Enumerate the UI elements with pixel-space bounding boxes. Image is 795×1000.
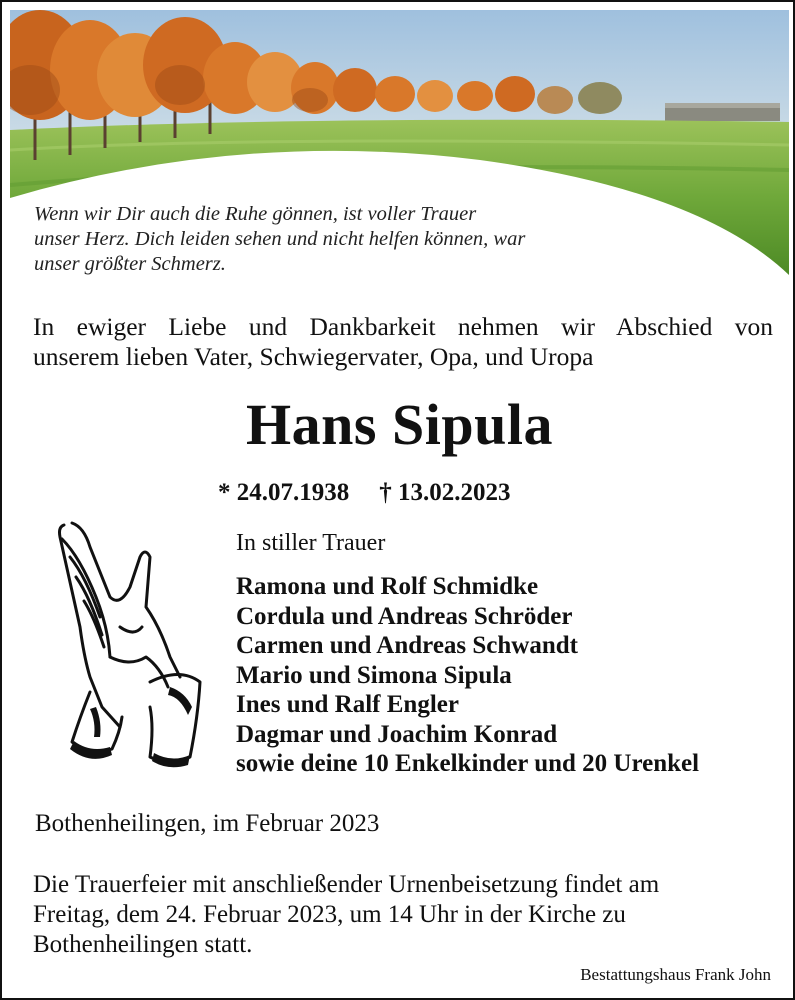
praying-hands-icon xyxy=(50,517,210,772)
farewell-intro xyxy=(33,312,773,372)
ceremony-line: Die Trauerfeier mit anschließender Urnenbeisetzung findet am xyxy=(33,871,660,898)
list-item: Dagmar und Joachim Konrad xyxy=(236,720,558,748)
ceremony-line: Bothenheilingen statt. xyxy=(33,931,253,958)
mourners-list xyxy=(236,572,699,779)
list-item: Ramona und Rolf Schmidke xyxy=(236,573,539,600)
quote-line: unser Herz. Dich leiden sehen und nicht helfen können, war xyxy=(34,228,526,250)
list-item: Mario und Simona Sipula xyxy=(236,661,512,689)
life-dates xyxy=(218,479,511,507)
intro-line: In ewiger Liebe und Dankbarkeit nehmen wir Abschied von xyxy=(33,312,773,341)
death-date: † 13.02.2023 xyxy=(379,479,511,506)
list-item: Cordula und Andreas Schröder xyxy=(236,602,573,630)
funeral-home: Bestattungshaus Frank John xyxy=(580,965,771,984)
birth-date: * 24.07.1938 xyxy=(218,479,350,506)
mourning-heading: In stiller Trauer xyxy=(236,530,386,556)
deceased-name: Hans Sipula xyxy=(246,392,553,457)
list-item: Carmen und Andreas Schwandt xyxy=(236,632,578,659)
quote-line: unser größter Schmerz. xyxy=(34,253,226,275)
ceremony-line: Freitag, dem 24. Februar 2023, um 14 Uhr in der Kirche zu xyxy=(33,901,626,928)
place-and-date: Bothenheilingen, im Februar 2023 xyxy=(35,810,380,837)
memorial-quote xyxy=(34,202,674,277)
list-item: Ines und Ralf Engler xyxy=(236,691,459,718)
list-item: sowie deine 10 Enkelkinder und 20 Urenkel xyxy=(236,750,700,777)
intro-line: unserem lieben Vater, Schwiegervater, Opa, und Uropa xyxy=(33,342,594,371)
quote-line: Wenn wir Dir auch die Ruhe gönnen, ist voller Trauer xyxy=(34,203,477,225)
ceremony-info xyxy=(33,870,763,960)
